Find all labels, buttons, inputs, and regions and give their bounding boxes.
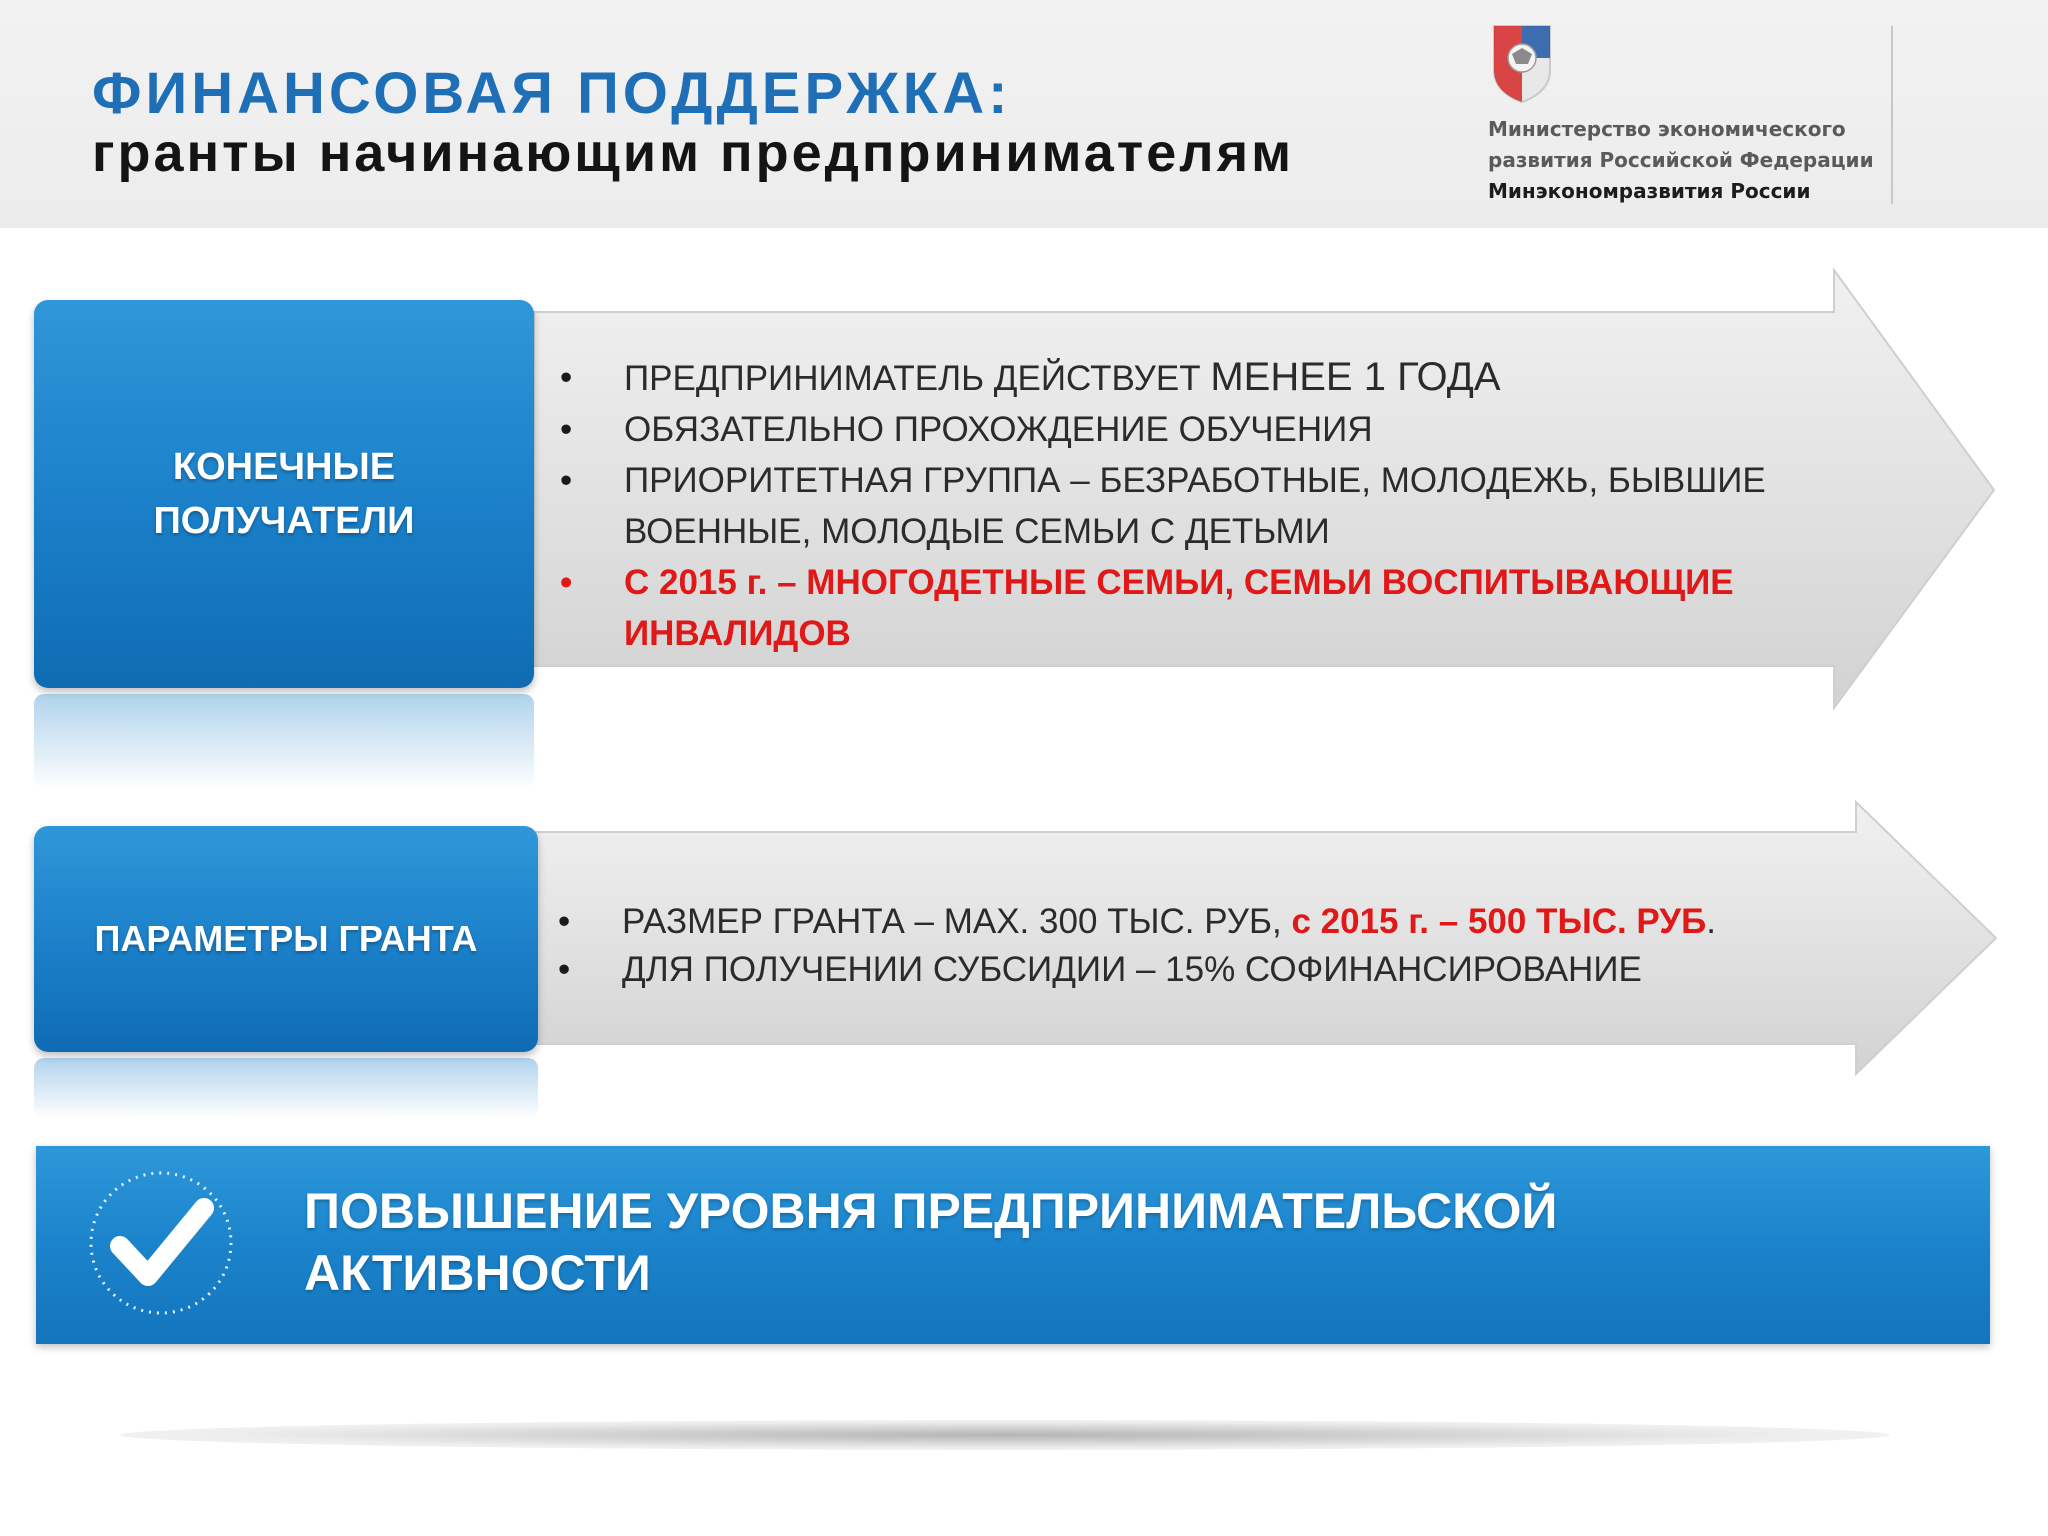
grant-params-label-box xyxy=(34,826,538,1052)
grant-params-bullet-list xyxy=(558,898,1798,994)
list-item xyxy=(558,946,1798,994)
list-item xyxy=(558,898,1798,946)
recipients-label-reflection xyxy=(34,694,534,790)
recipients-bullet-list xyxy=(560,352,1810,659)
bullet-text: РАЗМЕР ГРАНТА – МАХ. 300 ТЫС. РУБ, xyxy=(622,902,1292,941)
recipients-label: КОНЕЧНЫЕ ПОЛУЧАТЕЛИ xyxy=(153,446,415,542)
list-item xyxy=(560,352,1810,404)
list-item-highlighted xyxy=(560,557,1810,659)
checkmark-icon xyxy=(86,1168,236,1318)
bullet-text: ПРИОРИТЕТНАЯ ГРУППА – БЕЗРАБОТНЫЕ, МОЛОДЕЖЬ, БЫВШИЕ ВОЕННЫЕ, МОЛОДЫЕ СЕМЬИ С ДЕТЬМИ xyxy=(624,461,1766,551)
ministry-name xyxy=(1488,114,1874,207)
bullet-text: ПРЕДПРИНИМАТЕЛЬ ДЕЙСТВУЕТ xyxy=(624,359,1211,398)
grant-params-label: ПАРАМЕТРЫ ГРАНТА xyxy=(94,918,478,959)
bullet-text: ОБЯЗАТЕЛЬНО ПРОХОЖДЕНИЕ ОБУЧЕНИЯ xyxy=(624,410,1373,449)
bullet-text-end: . xyxy=(1706,902,1716,941)
slide-header xyxy=(0,0,2048,228)
grant-params-label-reflection xyxy=(34,1058,538,1118)
conclusion-banner xyxy=(36,1146,1990,1344)
bullet-text-highlighted: с 2015 г. – 500 ТЫС. РУБ xyxy=(1291,902,1707,941)
slide-title: ФИНАНСОВАЯ ПОДДЕРЖКА: xyxy=(92,61,1012,126)
banner-text: ПОВЫШЕНИЕ УРОВНЯ ПРЕДПРИНИМАТЕЛЬСКОЙ АКТИВНОСТИ xyxy=(304,1183,1558,1301)
floor-shadow xyxy=(120,1420,1890,1450)
russian-coat-of-arms-icon xyxy=(1488,18,1556,104)
list-item xyxy=(560,404,1810,455)
list-item xyxy=(560,455,1810,557)
recipients-label-box xyxy=(34,300,534,688)
bullet-text: ДЛЯ ПОЛУЧЕНИИ СУБСИДИИ – 15% СОФИНАНСИРОВАНИЕ xyxy=(622,950,1642,989)
ministry-line-3: Минэкономразвития России xyxy=(1488,179,1811,203)
header-divider xyxy=(1891,26,1893,204)
ministry-line-2: развития Российской Федерации xyxy=(1488,148,1874,172)
bullet-emphasis: МЕНЕЕ 1 ГОДА xyxy=(1210,355,1501,399)
bullet-text: С 2015 г. – МНОГОДЕТНЫЕ СЕМЬИ, СЕМЬИ ВОСПИТЫВАЮЩИЕ ИНВАЛИДОВ xyxy=(624,563,1734,653)
ministry-line-1: Министерство экономического xyxy=(1488,117,1846,141)
slide-subtitle: гранты начинающим предпринимателям xyxy=(92,123,1295,183)
